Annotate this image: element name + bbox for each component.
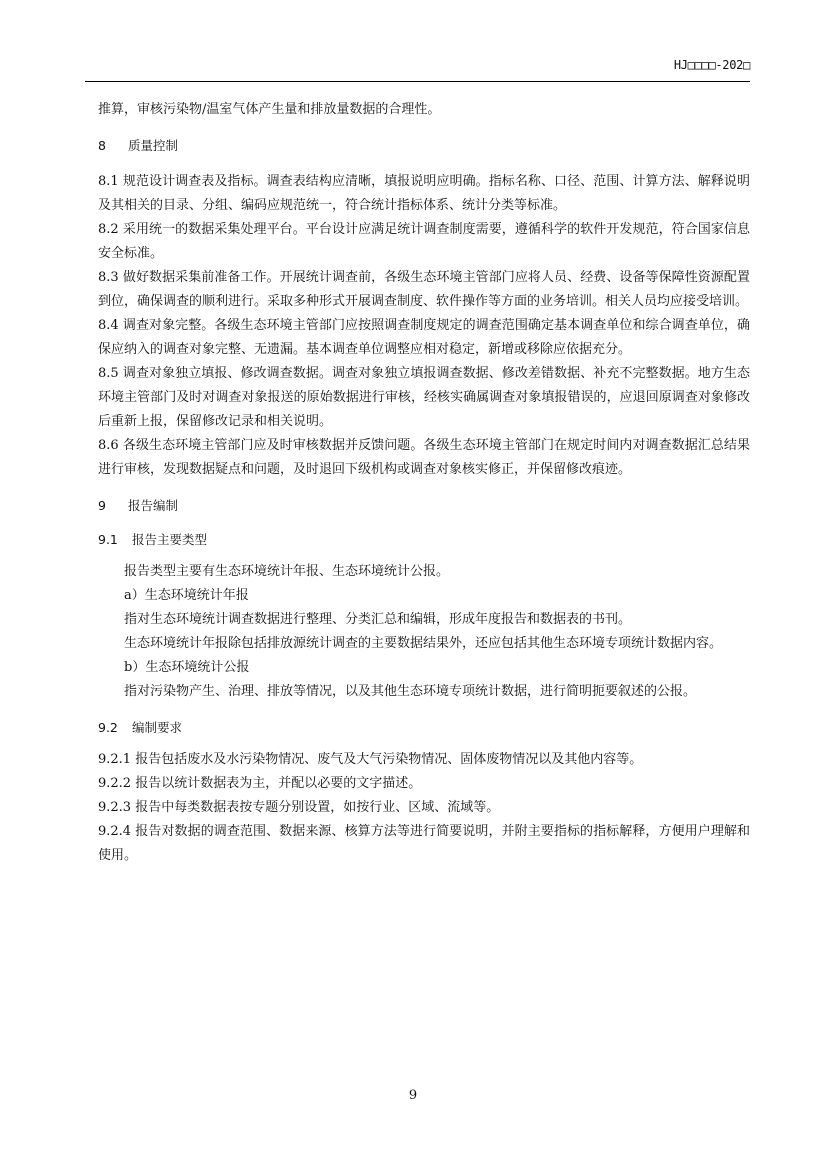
clause-text: 报告中每类数据表按专题分别设置，如按行业、区域、流域等。 [135, 800, 500, 815]
clause-8-3 [98, 266, 750, 314]
list-item-annual-report: a）生态环境统计年报 [124, 588, 249, 603]
clause-number: 9.2.4 [98, 824, 132, 839]
paragraph-annual-report-content: 生态环境统计年报除包括排放源统计调查的主要数据结果外，还应包括其他生态环境专项统计数据内容。 [124, 636, 723, 651]
clause-number: 9.2.1 [98, 752, 132, 767]
clause-text: 报告包括废水及水污染物情况、废气及大气污染物情况、固体废物情况以及其他内容等。 [135, 752, 643, 767]
subsection-number: 9.1 [98, 532, 118, 547]
clause-number: 8.4 [98, 318, 119, 333]
subsection-heading-9-1 [98, 528, 750, 552]
clause-8-5 [98, 362, 750, 434]
clause-number: 8.2 [98, 222, 119, 237]
paragraph-bulletin-definition: 指对污染物产生、治理、排放等情况，以及其他生态环境专项统计数据，进行简明扼要叙述的公报。 [124, 684, 697, 699]
paragraph-annual-report-definition: 指对生态环境统计调查数据进行整理、分类汇总和编辑，形成年度报告和数据表的书刊。 [124, 612, 632, 627]
subsection-number: 9.2 [98, 720, 118, 735]
clause-text: 规范设计调查表及指标。调查表结构应清晰，填报说明应明确。指标名称、口径、范围、计算方法、解释说明及其相关的目录、分组、编码应规范统一，符合统计指标体系、统计分类等标准。 [98, 174, 750, 213]
clause-9-2-2 [98, 772, 750, 796]
clause-text: 报告对数据的调查范围、数据来源、核算方法等进行简要说明，并附主要指标的指标解释，方便用户理解和使用。 [98, 824, 750, 863]
clause-text: 做好数据采集前准备工作。开展统计调查前，各级生态环境主管部门应将人员、经费、设备等保障性资源配置到位，确保调查的顺利进行。采取多种形式开展调查制度、软件操作等方面的业务培训。相关人员均应接受培训。 [98, 270, 750, 309]
section-heading-9 [98, 494, 750, 518]
subsection-title: 报告主要类型 [132, 532, 208, 547]
section-heading-8 [98, 134, 750, 158]
clause-8-1 [98, 170, 750, 218]
clause-number: 8.3 [98, 270, 119, 285]
list-item-bulletin: b）生态环境统计公报 [124, 660, 250, 675]
clause-8-4 [98, 314, 750, 362]
section-title: 报告编制 [128, 498, 179, 513]
clause-9-2-1 [98, 748, 750, 772]
clause-text: 调查对象完整。各级生态环境主管部门应按照调查制度规定的调查范围确定基本调查单位和综合调查单位，确保应纳入的调查对象完整、无遗漏。基本调查单位调整应相对稳定，新增或移除应依据充分。 [98, 318, 750, 357]
clause-9-2-3 [98, 796, 750, 820]
subsection-heading-9-2 [98, 716, 750, 740]
subsection-title: 编制要求 [132, 720, 183, 735]
page-content [98, 98, 750, 868]
clause-8-2 [98, 218, 750, 266]
clause-number: 9.2.2 [98, 776, 132, 791]
page-number: 9 [408, 1088, 418, 1103]
clause-number: 8.6 [98, 438, 119, 453]
section-number: 8 [98, 138, 106, 153]
paragraph-intro: 推算，审核污染物/温室气体产生量和排放量数据的合理性。 [98, 102, 441, 117]
paragraph-report-types: 报告类型主要有生态环境统计年报、生态环境统计公报。 [124, 564, 450, 579]
clause-number: 8.5 [98, 366, 119, 381]
section-number: 9 [98, 498, 106, 513]
clause-8-6 [98, 434, 750, 482]
clause-number: 9.2.3 [98, 800, 132, 815]
clause-9-2-4 [98, 820, 750, 868]
clause-text: 各级生态环境主管部门应及时审核数据并反馈问题。各级生态环境主管部门在规定时间内对调查数据汇总结果进行审核，发现数据疑点和问题，及时退回下级机构或调查对象核实修正，并保留修改痕迹。 [98, 438, 750, 477]
clause-text: 采用统一的数据采集处理平台。平台设计应满足统计调查制度需要，遵循科学的软件开发规范，符合国家信息安全标准。 [98, 222, 750, 261]
header-rule [85, 81, 750, 82]
clause-number: 8.1 [98, 174, 119, 189]
document-code: HJ□□□□-202□ [673, 58, 750, 72]
section-title: 质量控制 [128, 138, 179, 153]
clause-text: 报告以统计数据表为主，并配以必要的文字描述。 [135, 776, 422, 791]
clause-text: 调查对象独立填报、修改调查数据。调查对象独立填报调查数据、修改差错数据、补充不完整数据。地方生态环境主管部门及时对调查对象报送的原始数据进行审核，经核实确属调查对象填报错误的，应退回原调查对象修改后重新上报，保留修改记录和相关说明。 [98, 366, 750, 429]
